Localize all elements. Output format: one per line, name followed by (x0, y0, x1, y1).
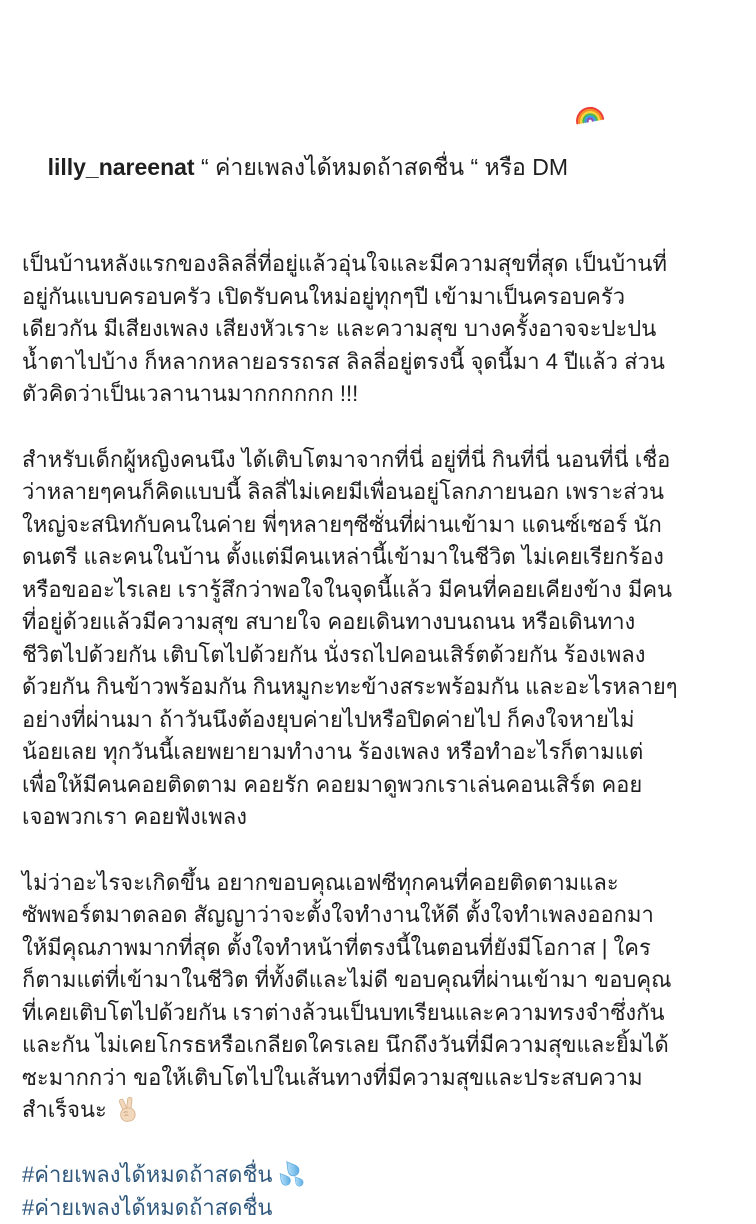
text-line: และกัน ไม่เคยโกรธหรือเกลียดใครเลย นึกถึงวันที่มีความสุขและยิ้มได้ (22, 1029, 736, 1062)
victory-hand-icon (114, 1097, 140, 1123)
text-line: ดนตรี และคนในบ้าน ตั้งแต่มีคนเหล่านี้เข้ามาในชีวิต ไม่เคยเรียกร้อง (22, 541, 736, 574)
sweat-droplets-icon (279, 1160, 310, 1191)
caption-paragraph-1 (22, 248, 736, 411)
text-line: ตัวคิดว่าเป็นเวลานานมากกกกกก !!! (22, 378, 736, 411)
text-line: ก็ตามแต่ที่เข้ามาในชีวิต ที่ทั้งดีและไม่ดี ขอบคุณที่ผ่านเข้ามา ขอบคุณ (22, 964, 736, 997)
clipped-next-hashtag-line (22, 1192, 736, 1224)
caption-paragraph-2 (22, 444, 736, 834)
text-line: ซัพพอร์ตมาตลอด สัญญาว่าจะตั้งใจทำงานให้ดี ตั้งใจทำเพลงออกมา (22, 899, 736, 932)
text-line: เจอพวกเรา คอยฟังเพลง (22, 801, 736, 834)
text-line: ที่อยู่ด้วยแล้วมีความสุข สบายใจ คอยเดินทางบนถนน หรือเดินทาง (22, 606, 736, 639)
caption-paragraph-3 (22, 867, 736, 1127)
text-line: ชีวิตไปด้วยกัน เติบโตไปด้วยกัน นั่งรถไปคอนเสิร์ตด้วยกัน ร้องเพลง (22, 639, 736, 672)
closing-text: สำเร็จนะ (22, 1094, 107, 1127)
text-line: น้ำตาไปบ้าง ก็หลากหลายอรรถรส ลิลลี่อยู่ตรงนี้ จุดนี้มา 4 ปีแล้ว ส่วน (22, 346, 736, 379)
text-line: เดียวกัน มีเสียงเพลง เสียงหัวเราะ และความสุข บางครั้งอาจจะปะปน (22, 313, 736, 346)
hashtag-link[interactable]: #ค่ายเพลงได้หมดถ้าสดชื่น (22, 1159, 272, 1192)
text-line: ที่เคยเติบโตไปด้วยกัน เราต่างล้วนเป็นบทเรียนและความทรงจำซึ่งกัน (22, 997, 736, 1030)
caption-header (22, 12, 736, 215)
closing-line (22, 1094, 736, 1127)
text-line: ด้วยกัน กินข้าวพร้อมกัน กินหมูกะทะข้างสระพร้อมกัน และอะไรหลายๆ (22, 671, 736, 704)
text-line: ใหญ่จะสนิทกับคนในค่าย พี่ๆหลายๆซีซั่นที่ผ่านเข้ามา แดนซ์เซอร์ นัก (22, 509, 736, 542)
text-line: น้อยเลย ทุกวันนี้เลยพยายามทำงาน ร้องเพลง หรือทำอะไรก็ตามแต่ (22, 736, 736, 769)
text-line: ซะมากกว่า ขอให้เติบโตไปในเส้นทางที่มีความสุขและประสบความ (22, 1062, 736, 1095)
text-line: เป็นบ้านหลังแรกของลิลลี่ที่อยู่แล้วอุ่นใจและมีความสุขที่สุด เป็นบ้านที่ (22, 248, 736, 281)
username-link[interactable]: lilly_nareenat (48, 154, 195, 180)
text-line: อย่างที่ผ่านมา ถ้าวันนึงต้องยุบค่ายไปหรือปิดค่ายไป ก็คงใจหายไม่ (22, 704, 736, 737)
text-line: อยู่กันแบบครอบครัว เปิดรับคนใหม่อยู่ทุกๆปี เข้ามาเป็นครอบครัว (22, 281, 736, 314)
paragraph-3-lines (22, 867, 736, 1095)
text-line: ว่าหลายๆคนก็คิดแบบนี้ ลิลลี่ไม่เคยมีเพื่อนอยู่โลกภายนอก เพราะส่วน (22, 476, 736, 509)
text-line: เพื่อให้มีคนคอยติดตาม คอยรัก คอยมาดูพวกเราเล่นคอนเสิร์ต คอย (22, 769, 736, 802)
text-line: สำหรับเด็กผู้หญิงคนนึง ได้เติบโตมาจากที่นี่ อยู่ที่นี่ กินที่นี่ นอนที่นี่ เชื่อ (22, 444, 736, 477)
hashtag-line (22, 1159, 736, 1192)
caption-headline: “ ค่ายเพลงได้หมดถ้าสดชื่น “ หรือ DM (195, 154, 568, 180)
text-line: ให้มีคุณภาพมากที่สุด ตั้งใจทำหน้าที่ตรงนี้ในตอนที่ยังมีโอกาส | ใคร (22, 932, 736, 965)
text-line: หรือขออะไรเลย เรารู้สึกว่าพอใจในจุดนี้แล้ว มีคนที่คอยเคียงข้าง มีคน (22, 574, 736, 607)
rainbow-icon (575, 42, 613, 185)
text-line: ไม่ว่าอะไรจะเกิดขึ้น อยากขอบคุณเอฟซีทุกคนที่คอยติดตามและ (22, 867, 736, 900)
clipped-hashtag-link[interactable]: #ค่ายเพลงได้หมดถ้าสดชื่น (22, 1192, 272, 1224)
